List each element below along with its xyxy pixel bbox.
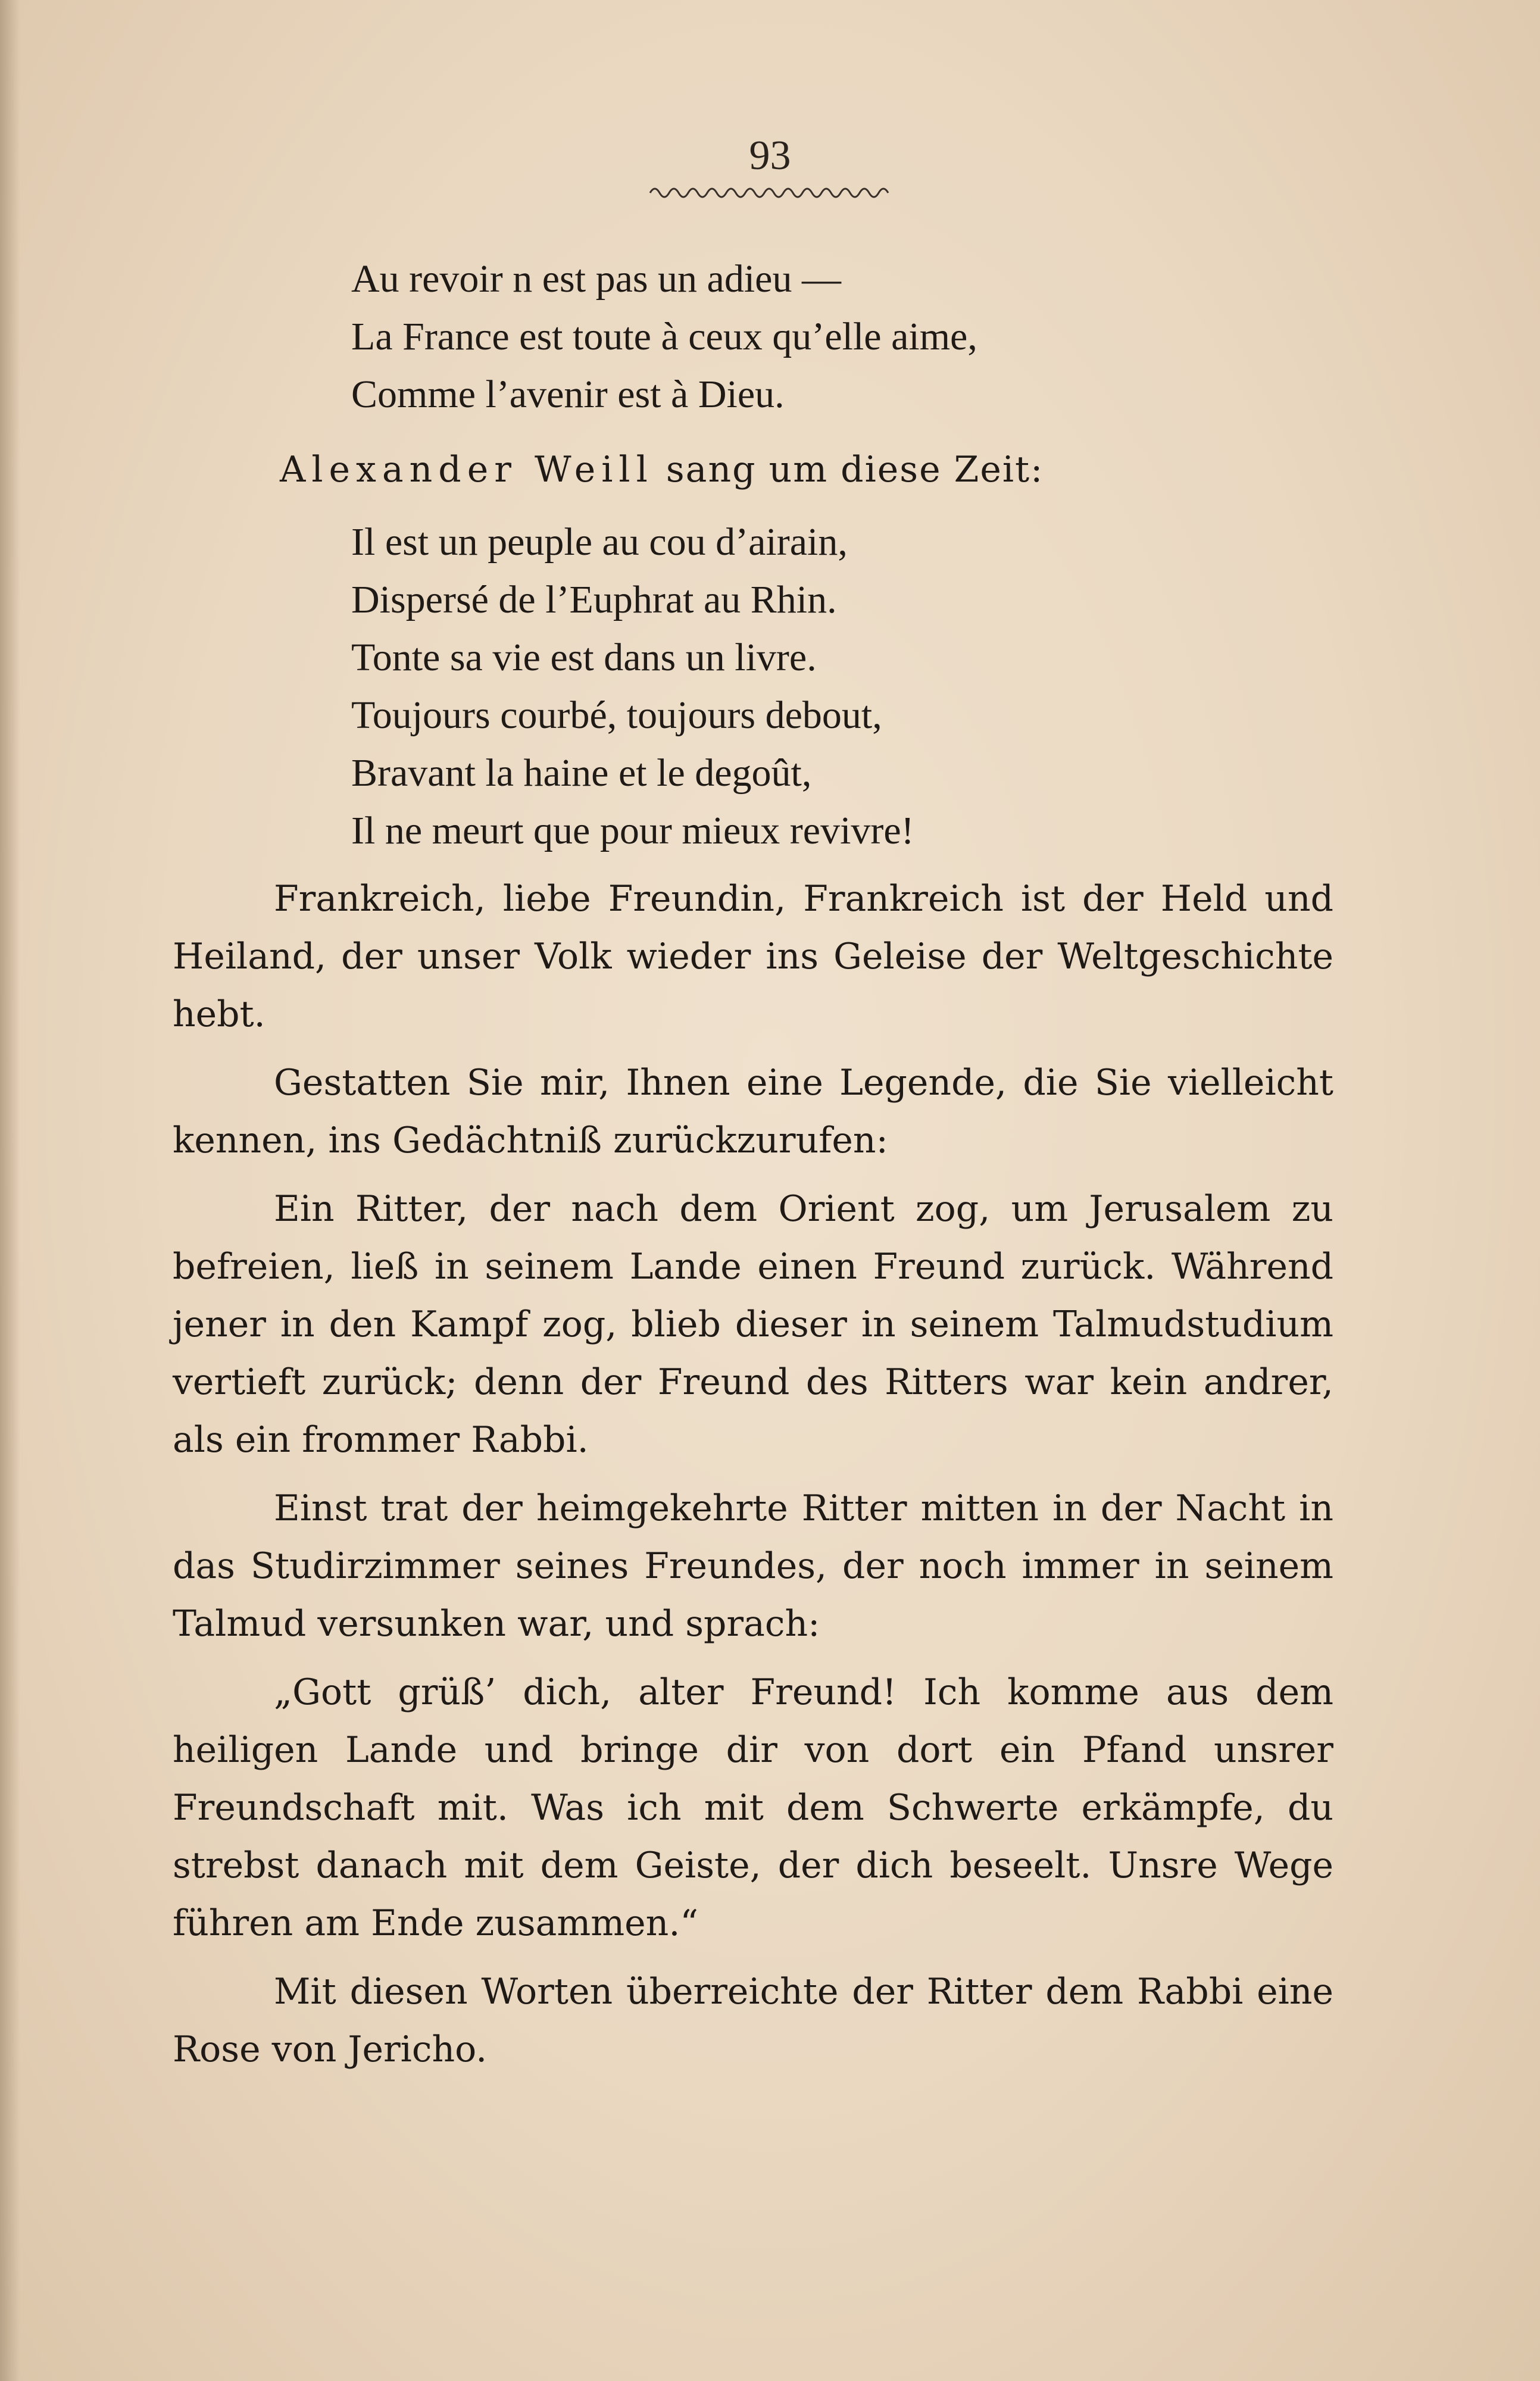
verse-line: Dispersé de l’Euphrat au Rhin.: [351, 578, 837, 621]
paragraph: Ein Ritter, der nach dem Orient zog, um Jerusalem zu befreien, ließ in seinem Lande einen Freund zurück. Während jener in den Kampf zog, blieb dieser in seinem Talmudstudium vertieft zurück; denn der Freund des Ritters war kein andrer, als ein frommer Rabbi.: [173, 1188, 1333, 1461]
paragraph: Einst trat der heimgekehrte Ritter mitten in der Nacht in das Studirzimmer seines Freundes, der noch immer in seinem Talmud versunken war, und sprach:: [173, 1488, 1333, 1645]
verse-line: Au revoir n est pas un adieu —: [351, 257, 841, 301]
paragraph: Frankreich, liebe Freundin, Frankreich ist der Held und Heiland, der unser Volk wieder ins Geleise der Weltgeschichte hebt.: [173, 878, 1333, 1035]
page-content: [173, 250, 1333, 2079]
page-edge-shadow: [0, 0, 20, 2381]
verse-line: Bravant la haine et le degoût,: [351, 751, 812, 795]
header-ornament: [648, 179, 898, 202]
intro-text: sang um diese Zeit:: [653, 449, 1044, 490]
verse-line: La France est toute à ceux qu’elle aime,: [351, 315, 977, 358]
author-name: Alexander Weill: [280, 449, 654, 490]
verse-line: Comme l’avenir est à Dieu.: [351, 373, 785, 416]
page-number: 93: [749, 133, 791, 179]
verse-stanza-1: [173, 250, 1333, 423]
verse-line: Tonte sa vie est dans un livre.: [351, 636, 817, 679]
verse-line: Il est un peuple au cou d’airain,: [351, 520, 848, 564]
paragraph: „Gott grüß’ dich, alter Freund! Ich komme aus dem heiligen Lande und bringe dir von dort ein Pfand unsrer Freundschaft mit. Was ich mit dem Schwerte erkämpfe, du strebst danach mit dem Geiste, der dich beseelt. Unsre Wege führen am Ende zusammen.“: [173, 1671, 1333, 1944]
paragraph: Mit diesen Worten überreichte der Ritter dem Rabbi eine Rose von Jericho.: [173, 1971, 1333, 2070]
paragraph: Gestatten Sie mir, Ihnen eine Legende, die Sie vielleicht kennen, ins Gedächtniß zurückzurufen:: [173, 1062, 1333, 1161]
verse-line: Toujours courbé, toujours debout,: [351, 693, 882, 737]
verse-stanza-2: [173, 513, 1333, 860]
verse-line: Il ne meurt que pour mieux revivre!: [351, 809, 914, 852]
verse-introduction: [173, 441, 1333, 499]
